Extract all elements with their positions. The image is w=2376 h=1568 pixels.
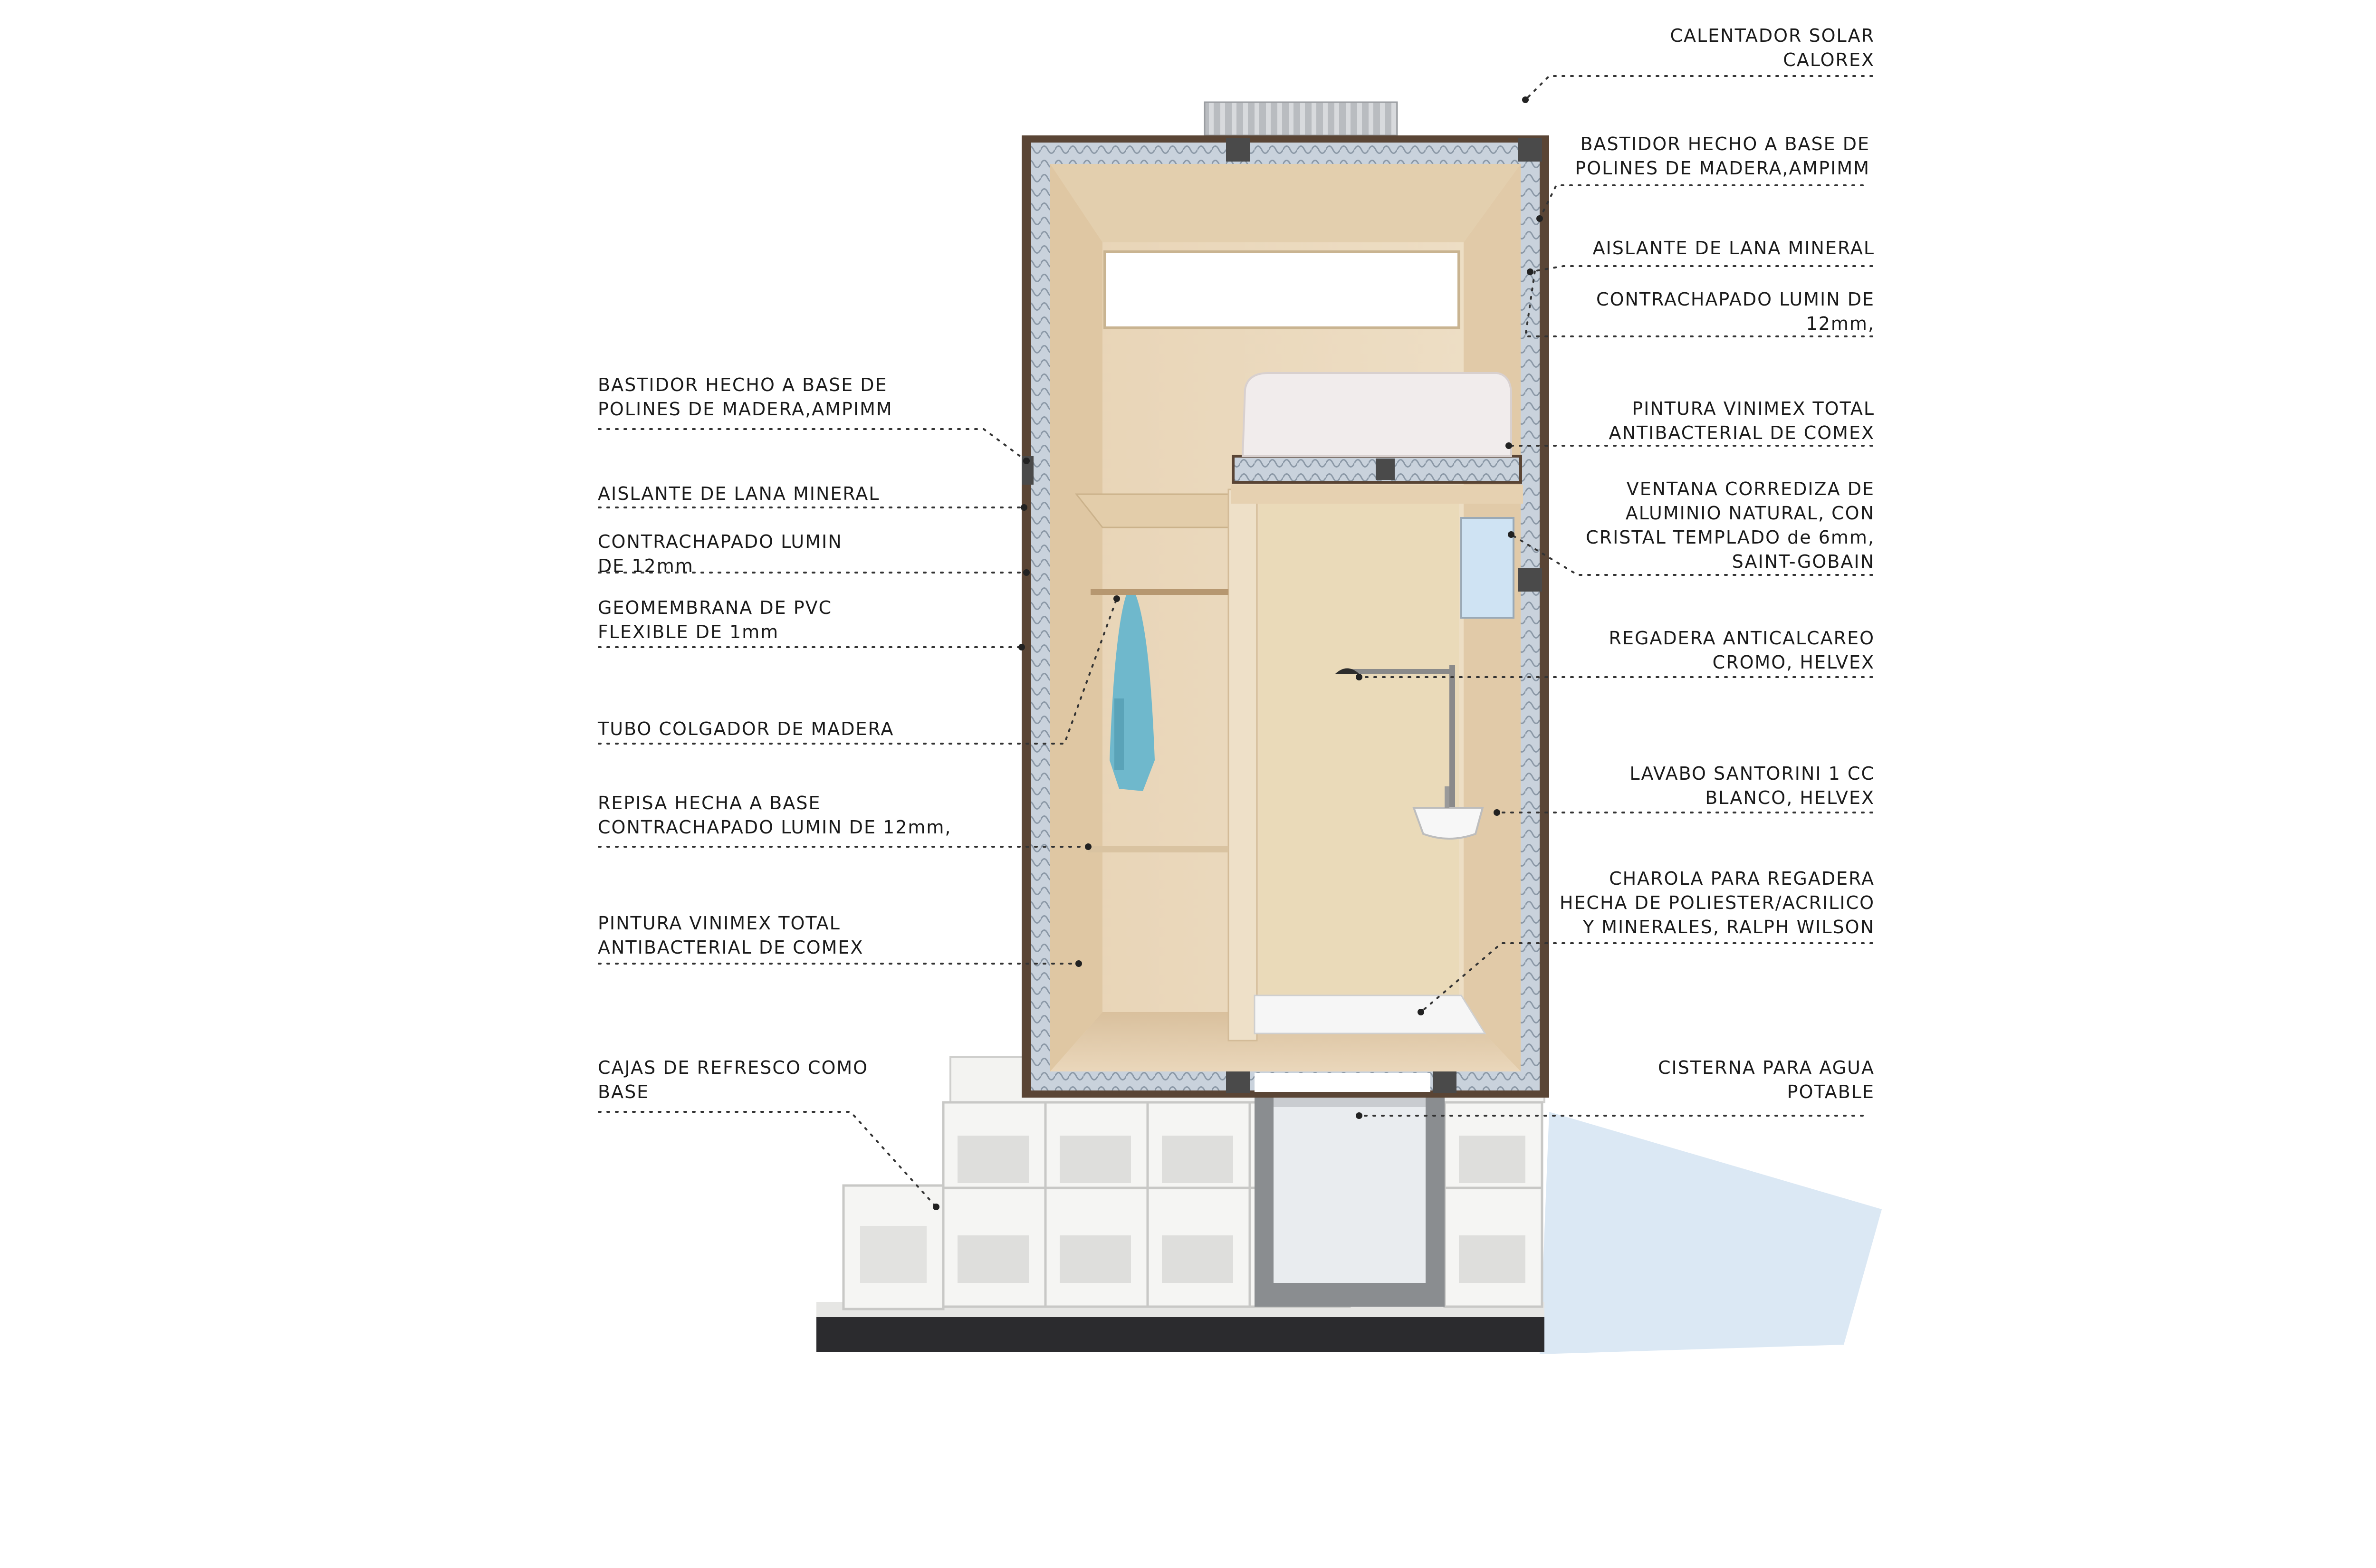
label-line: HECHA DE POLIESTER/ACRILICO [1559,892,1875,913]
label-line: FLEXIBLE DE 1mm [598,621,779,642]
label-left-aislante [598,482,880,506]
label-right-regadera [1609,626,1875,675]
label-line: CISTERNA PARA AGUA [1658,1057,1875,1078]
label-line: CALOREX [1783,49,1875,70]
label-line: ANTIBACTERIAL DE COMEX [598,937,864,958]
label-line: CAJAS DE REFRESCO COMO [598,1057,869,1078]
label-line: CONTRACHAPADO LUMIN DE [1596,289,1875,310]
label-line: CROMO, HELVEX [1712,652,1875,673]
label-line: 12mm, [1806,313,1875,334]
label-left-cajas [598,1056,868,1104]
label-right-cisterna [1658,1056,1875,1104]
label-left-repisa [598,791,952,840]
label-line: POTABLE [1787,1081,1875,1102]
label-line: VENTANA CORREDIZA DE [1626,478,1875,499]
water-cistern [1255,1088,1445,1307]
label-line: CALENTADOR SOLAR [1670,25,1875,46]
label-left-pintura [598,911,863,960]
label-left-contrachapado [598,530,843,578]
solar-heater [1205,102,1397,135]
label-right-calentador [1670,24,1875,72]
label-line: BASTIDOR HECHO A BASE DE [598,374,888,395]
label-line: PINTURA VINIMEX TOTAL [1632,398,1875,419]
label-line: GEOMEMBRANA DE PVC [598,597,833,618]
label-line: CONTRACHAPADO LUMIN [598,531,843,552]
label-right-ventana [1586,477,1875,574]
label-line: ANTIBACTERIAL DE COMEX [1609,422,1875,443]
label-left-tubo [598,717,894,741]
label-line: SAINT-GOBAIN [1732,551,1875,572]
label-line: CONTRACHAPADO LUMIN DE 12mm, [598,817,952,838]
label-line: BASE [598,1081,650,1102]
base-slab [816,1316,1544,1352]
label-line: AISLANTE DE LANA MINERAL [598,483,880,504]
label-line: Y MINERALES, RALPH WILSON [1582,917,1875,937]
label-right-bastidor [1575,132,1870,181]
ground-shadow [1540,1112,1882,1354]
label-right-contrachapado [1596,287,1875,336]
label-left-bastidor [598,373,893,421]
label-line: ALUMINIO NATURAL, CON [1625,503,1875,524]
label-line: POLINES DE MADERA,AMPIMM [598,399,893,420]
label-right-aislante [1593,236,1875,260]
label-right-charola [1560,867,1875,939]
label-line: REPISA HECHA A BASE [598,793,821,813]
label-line: TUBO COLGADOR DE MADERA [598,718,894,739]
label-right-lavabo [1629,762,1875,810]
label-line: CHAROLA PARA REGADERA [1609,868,1875,889]
label-line: PINTURA VINIMEX TOTAL [598,913,841,934]
label-line: BLANCO, HELVEX [1705,787,1875,808]
label-line: POLINES DE MADERA,AMPIMM [1575,158,1870,179]
label-line: REGADERA ANTICALCAREO [1609,628,1875,649]
clerestory-window [1105,252,1459,328]
label-line: DE 12mm [598,555,694,576]
label-left-geomembrana [598,596,832,644]
label-line: AISLANTE DE LANA MINERAL [1592,238,1875,258]
label-line: LAVABO SANTORINI 1 CC [1629,763,1875,784]
label-right-pintura [1609,397,1875,445]
label-line: CRISTAL TEMPLADO de 6mm, [1586,527,1875,548]
label-line: BASTIDOR HECHO A BASE DE [1580,134,1870,154]
